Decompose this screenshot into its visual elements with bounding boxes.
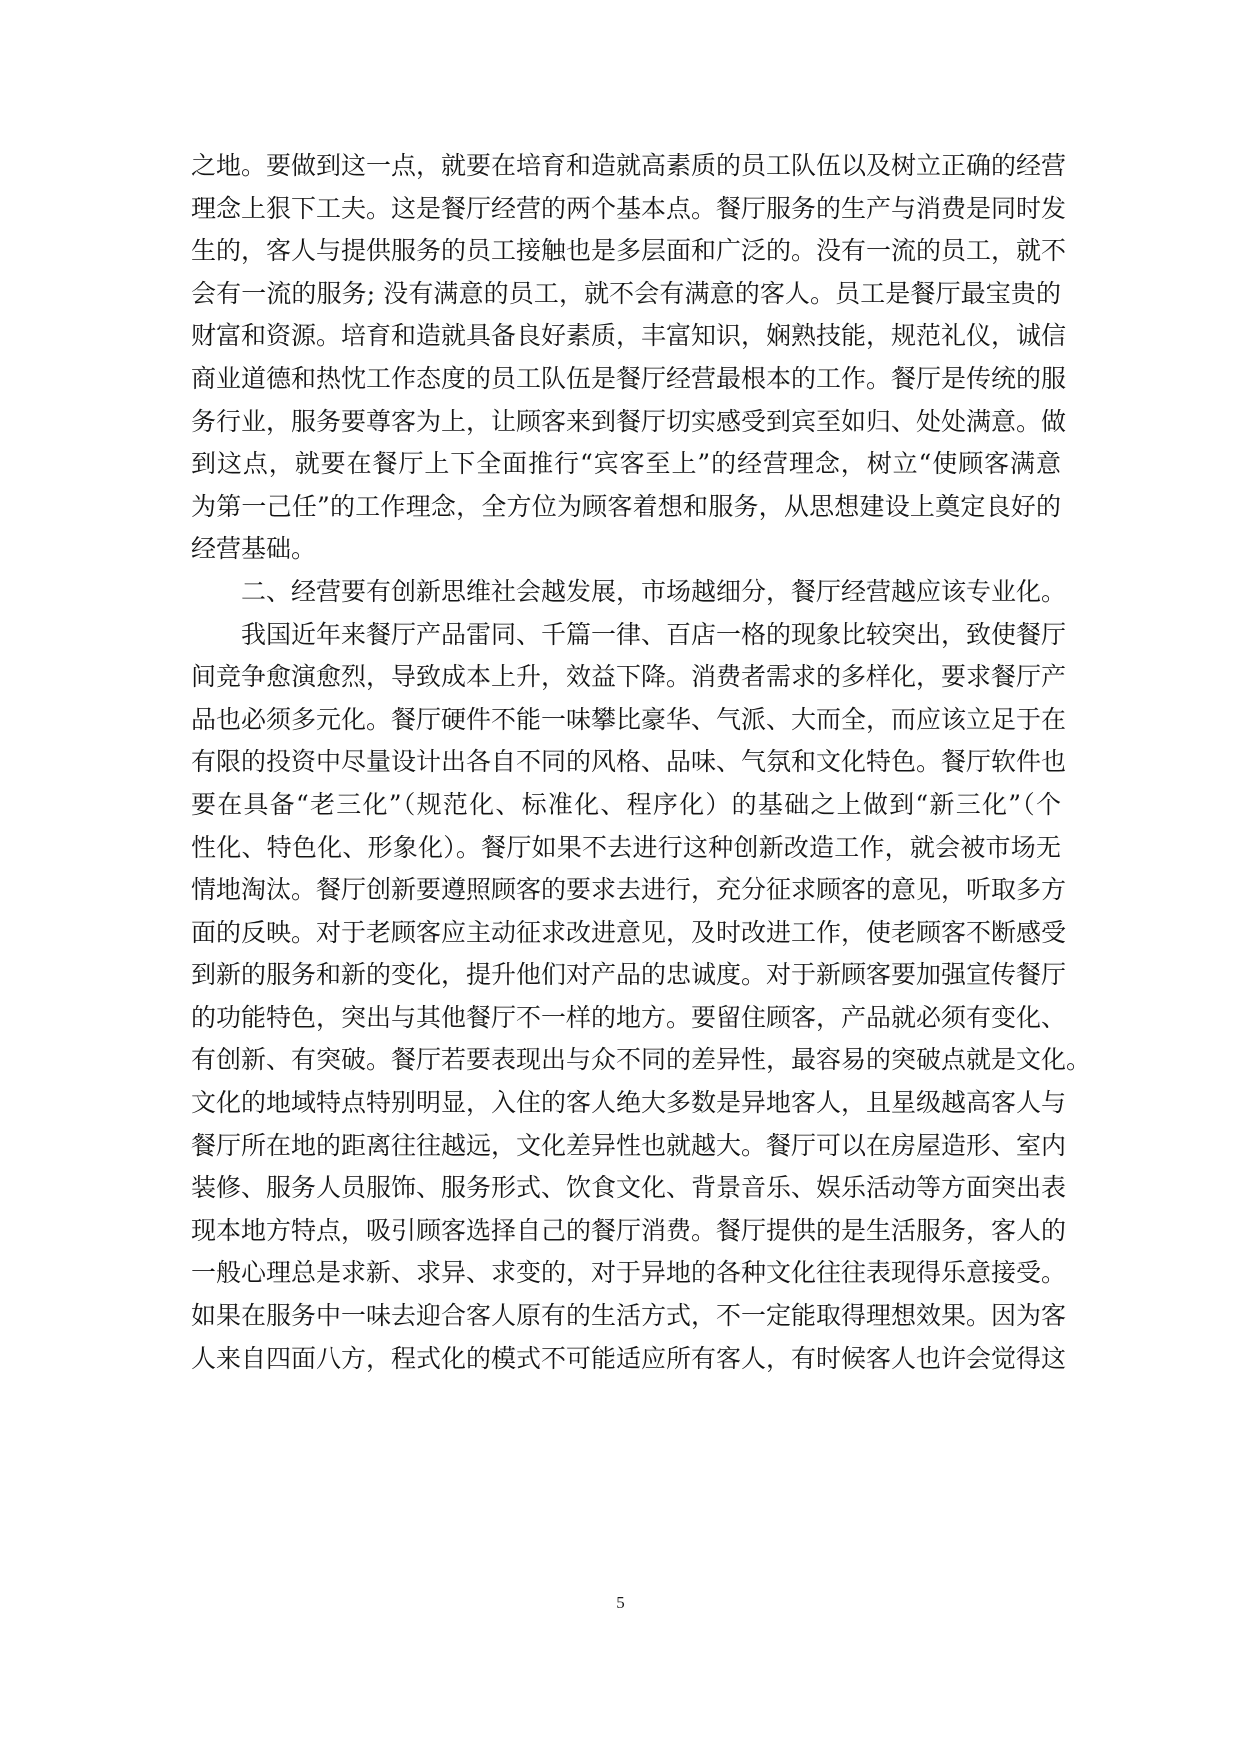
text-line: 到这点，就要在餐厅上下全面推行“宾客至上”的经营理念，树立“使顾客满意	[191, 449, 1061, 479]
text-line: 一般心理总是求新、求异、求变的，对于异地的各种文化往往表现得乐意接受。	[191, 1258, 1067, 1288]
text-line: 有创新、有突破。餐厅若要表现出与众不同的差异性，最容易的突破点就是文化。	[191, 1045, 1092, 1075]
text-line: 现本地方特点，吸引顾客选择自己的餐厅消费。餐厅提供的是生活服务，客人的	[191, 1215, 1067, 1245]
text-line-paragraph-start: 我国近年来餐厅产品雷同、千篇一律、百店一格的现象比较突出，致使餐厅	[241, 619, 1067, 649]
text-line-paragraph-end: 经营基础。	[191, 534, 317, 564]
text-line: 品也必须多元化。餐厅硬件不能一味攀比豪华、气派、大而全，而应该立足于在	[191, 704, 1067, 734]
text-line: 餐厅所在地的距离往往越远，文化差异性也就越大。餐厅可以在房屋造形、室内	[191, 1130, 1067, 1160]
text-line: 间竞争愈演愈烈，导致成本上升，效益下降。消费者需求的多样化，要求餐厅产	[191, 662, 1067, 692]
text-line: 文化的地域特点特别明显，入住的客人绝大多数是异地客人，且星级越高客人与	[191, 1088, 1067, 1118]
text-line: 为第一己任”的工作理念，全方位为顾客着想和服务，从思想建设上奠定良好的	[191, 491, 1061, 521]
text-line: 面的反映。对于老顾客应主动征求改进意见，及时改进工作，使老顾客不断感受	[191, 917, 1067, 947]
body-text	[191, 145, 1092, 1380]
text-line: 理念上狠下工夫。这是餐厅经营的两个基本点。餐厅服务的生产与消费是同时发	[191, 193, 1067, 223]
text-line: 财富和资源。培育和造就具备良好素质，丰富知识，娴熟技能，规范礼仪，诚信	[191, 321, 1067, 351]
text-line: 如果在服务中一味去迎合客人原有的生活方式，不一定能取得理想效果。因为客	[191, 1301, 1067, 1331]
text-line: 性化、特色化、形象化）。餐厅如果不去进行这种创新改造工作，就会被市场无	[191, 832, 1061, 862]
text-line: 的功能特色，突出与其他餐厅不一样的地方。要留住顾客，产品就必须有变化、	[191, 1002, 1067, 1032]
section-heading: 二、经营要有创新思维社会越发展，市场越细分，餐厅经营越应该专业化。	[241, 576, 1067, 606]
text-line: 到新的服务和新的变化，提升他们对产品的忠诚度。对于新顾客要加强宣传餐厅	[191, 960, 1067, 990]
text-line: 务行业，服务要尊客为上，让顾客来到餐厅切实感受到宾至如归、处处满意。做	[191, 406, 1067, 436]
text-line: 生的，客人与提供服务的员工接触也是多层面和广泛的。没有一流的员工，就不	[191, 236, 1067, 266]
text-line: 装修、服务人员服饰、服务形式、饮食文化、背景音乐、娱乐活动等方面突出表	[191, 1173, 1067, 1203]
text-line: 人来自四面八方，程式化的模式不可能适应所有客人，有时候客人也许会觉得这	[191, 1343, 1067, 1373]
text-line: 之地。要做到这一点，就要在培育和造就高素质的员工队伍以及树立正确的经营	[191, 151, 1067, 180]
text-line: 要在具备“老三化”（规范化、标准化、程序化）的基础之上做到“新三化”（个	[191, 789, 1061, 819]
page-number: 5	[616, 1593, 625, 1612]
text-line: 会有一流的服务; 没有满意的员工，就不会有满意的客人。员工是餐厅最宝贵的	[191, 278, 1061, 308]
text-line: 商业道德和热忱工作态度的员工队伍是餐厅经营最根本的工作。餐厅是传统的服	[191, 363, 1067, 393]
text-line: 情地淘汰。餐厅创新要遵照顾客的要求去进行，充分征求顾客的意见，听取多方	[191, 875, 1067, 905]
text-line: 有限的投资中尽量设计出各自不同的风格、品味、气氛和文化特色。餐厅软件也	[191, 747, 1067, 777]
